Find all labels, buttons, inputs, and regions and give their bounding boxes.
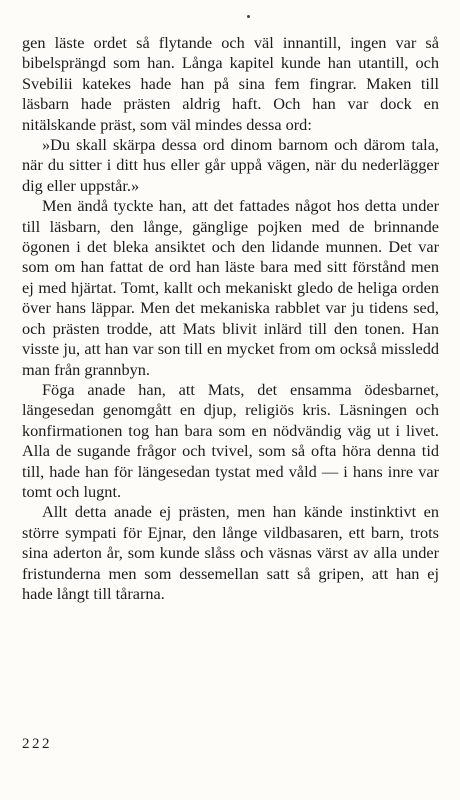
paragraph-quote: »Du skall skärpa dessa ord dinom barnom och därom tala, när du sitter i ditt hus eller går uppå vägen, när du nederlägger dig eller uppstår.»: [22, 135, 439, 195]
body-text: [22, 33, 439, 604]
paragraph: Men ändå tyckte han, att det fattades något hos detta under till läsbarn, den långe, gänglige pojken med de brinnande ögonen i det bleka ansiktet och den lidande munnen. Det var som om han fattat de ord han läste bara med sitt förstånd men ej med hjärtat. Tomt, kallt och mekaniskt gledo de heliga orden över hans läppar. Men det mekaniska rabblet var ju tidens sed, och prästen trodde, att Mats blivit inlärd till den tonen. Han visste ju, att han var son till en mycket from om också missledd man från grannbyn.: [22, 196, 439, 379]
paragraph: Allt detta anade ej prästen, men han kände instinktivt en större sympati för Ejnar, den långe vildbasaren, ett barn, trots sina aderton år, som kunde slåss och väsnas värst av alla under fristunderna men som dessemellan satt så gripen, att han ej hade långt till tårarna.: [22, 502, 439, 603]
print-speck: [247, 15, 250, 18]
paragraph: Föga anade han, att Mats, det ensamma ödesbarnet, längesedan genomgått en djup, religiös kris. Läsningen och konfirmationen tog han bara som en nödvändig väg ut i livet. Alla de sugande frågor och tvivel, som så ofta höra denna tid till, hade han för längesedan tystat med våld — i hans inre var tomt och lugnt.: [22, 379, 439, 501]
paragraph-continued: gen läste ordet så flytande och väl innantill, ingen var så bibelsprängd som han. Långa kapitel kunde han utantill, och Svebilii katekes hade han på sina fem fingrar. Maken till läsbarn hade prästen aldrig haft. Och han var dock en nitälskande präst, som väl mindes dessa ord:: [22, 33, 439, 134]
page-number: 222: [22, 736, 52, 752]
